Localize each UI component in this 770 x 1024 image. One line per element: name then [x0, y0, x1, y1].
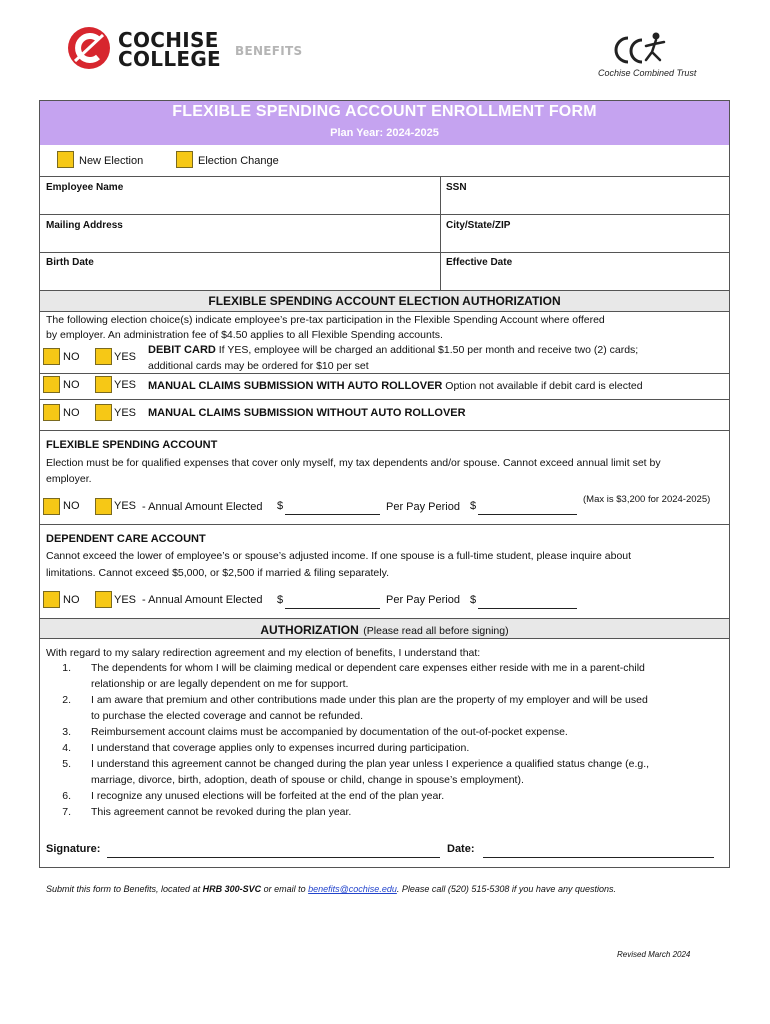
dependent-care-per-pay-field[interactable] — [478, 608, 577, 609]
birth-date-label: Birth Date — [46, 257, 94, 268]
manual-without-no-label: NO — [63, 407, 80, 419]
auth-item-6-number: 6. — [62, 790, 71, 802]
divider — [40, 214, 729, 215]
footer-post: . Please call (520) 515-5308 if you have any questions. — [396, 884, 616, 894]
auth-item-2-line-1: I am aware that premium and other contributions made under this plan are the property of my employer and will be used — [91, 694, 648, 706]
logo-wordmark — [118, 28, 222, 71]
city-state-zip-label: City/State/ZIP — [446, 220, 511, 231]
fsa-per-pay-field[interactable] — [478, 514, 577, 515]
divider — [40, 524, 729, 525]
manual-with-rollover-description — [148, 378, 643, 394]
dependent-care-yes-label: YES — [114, 594, 137, 606]
logo-line-1: COCHISE — [118, 28, 219, 52]
auth-item-2-number: 2. — [62, 694, 71, 706]
dependent-care-per-pay-dollar: $ — [470, 594, 477, 606]
effective-date-label: Effective Date — [446, 257, 513, 268]
manual-with-rollover-yes-checkbox[interactable] — [95, 376, 112, 393]
fsa-title: FLEXIBLE SPENDING ACCOUNT — [46, 439, 218, 451]
fsa-max-note: (Max is $3,200 for 2024-2025) — [583, 494, 711, 505]
dependent-care-title: DEPENDENT CARE ACCOUNT — [46, 533, 206, 545]
auth-item-7-line-1: This agreement cannot be revoked during the plan year. — [91, 806, 352, 818]
fsa-desc-1: Election must be for qualified expenses that cover only myself, my tax dependents and/or spouse. Cannot exceed annual limit set by — [46, 457, 661, 469]
fsa-per-pay-dollar: $ — [470, 500, 477, 512]
signature-field[interactable] — [107, 857, 440, 858]
signature-label: Signature: — [46, 843, 101, 855]
fsa-desc-2: employer. — [46, 473, 92, 485]
footer-mid: or email to — [261, 884, 309, 894]
trust-name: Cochise Combined Trust — [598, 68, 697, 78]
manual-without-rollover-yes-checkbox[interactable] — [95, 404, 112, 421]
auth-item-6-line-1: I recognize any unused elections will be forfeited at the end of the plan year. — [91, 790, 445, 802]
dependent-care-annual-label: - Annual Amount Elected — [142, 594, 263, 606]
auth-item-3-line-1: Reimbursement account claims must be accompanied by documentation of the out-of-pocket expense. — [91, 726, 568, 738]
auth-item-4-number: 4. — [62, 742, 71, 754]
election-change-label: Election Change — [198, 155, 279, 167]
dependent-care-desc-2: limitations. Cannot exceed $5,000, or $2,500 if married & filing separately. — [46, 567, 389, 579]
manual-with-note: Option not available if debit card is elected — [442, 380, 643, 392]
debit-card-yes-label: YES — [114, 351, 137, 363]
debit-card-text-2: additional cards may be ordered for $10 per set — [148, 360, 369, 372]
authorization-intro: With regard to my salary redirection agreement and my election of benefits, I understand that: — [46, 647, 481, 659]
fsa-no-label: NO — [63, 500, 80, 512]
election-auth-intro-2: by employer. An administration fee of $4.50 applies to all Flexible Spending accounts. — [46, 329, 443, 341]
election-change-checkbox[interactable] — [176, 151, 193, 168]
manual-without-yes-label: YES — [114, 407, 137, 419]
fsa-annual-amount-field[interactable] — [285, 514, 380, 515]
election-auth-intro-1: The following election choice(s) indicate employee’s pre-tax participation in the Flexible Spending Account where offered — [46, 314, 605, 326]
mailing-address-label: Mailing Address — [46, 220, 123, 231]
manual-without-rollover-no-checkbox[interactable] — [43, 404, 60, 421]
date-label: Date: — [447, 843, 475, 855]
manual-with-rollover-no-checkbox[interactable] — [43, 376, 60, 393]
fsa-yes-label: YES — [114, 500, 137, 512]
debit-card-title: DEBIT CARD — [148, 344, 216, 356]
authorization-title-note: (Please read all before signing) — [363, 625, 509, 637]
manual-with-no-label: NO — [63, 379, 80, 391]
authorization-list — [46, 661, 726, 821]
field-column-divider — [440, 176, 441, 290]
auth-item-5-line-2: marriage, divorce, birth, adoption, death of spouse or child, change in spouse’s employment). — [91, 774, 524, 786]
footer-pre: Submit this form to Benefits, located at — [46, 884, 203, 894]
divider — [40, 430, 729, 431]
logo-benefits-label: BENEFITS — [235, 44, 303, 58]
debit-card-yes-checkbox[interactable] — [95, 348, 112, 365]
ssn-label: SSN — [446, 182, 467, 193]
debit-card-description — [148, 342, 638, 358]
dependent-care-no-checkbox[interactable] — [43, 591, 60, 608]
logo-line-2: COLLEGE — [118, 47, 222, 71]
fsa-annual-dollar: $ — [277, 500, 284, 512]
dependent-care-desc-1: Cannot exceed the lower of employee’s or spouse’s adjusted income. If one spouse is a full-time student, please inquire about — [46, 550, 632, 562]
debit-card-no-label: NO — [63, 351, 80, 363]
new-election-checkbox[interactable] — [57, 151, 74, 168]
plan-year: Plan Year: 2024-2025 — [330, 127, 439, 139]
date-field[interactable] — [483, 857, 714, 858]
divider — [40, 176, 729, 177]
election-auth-title: FLEXIBLE SPENDING ACCOUNT ELECTION AUTHORIZATION — [208, 294, 561, 308]
manual-with-title: MANUAL CLAIMS SUBMISSION WITH AUTO ROLLOVER — [148, 380, 443, 392]
cochise-college-logo-icon — [67, 26, 111, 70]
auth-item-3-number: 3. — [62, 726, 71, 738]
dependent-care-yes-checkbox[interactable] — [95, 591, 112, 608]
auth-item-1-number: 1. — [62, 662, 71, 674]
fsa-per-pay-label: Per Pay Period — [386, 501, 460, 513]
manual-without-title: MANUAL CLAIMS SUBMISSION WITHOUT AUTO ROLLOVER — [148, 407, 466, 419]
divider — [40, 399, 729, 400]
dependent-care-annual-dollar: $ — [277, 594, 284, 606]
fsa-yes-checkbox[interactable] — [95, 498, 112, 515]
revised-date: Revised March 2024 — [617, 950, 691, 959]
footer-note — [46, 884, 616, 894]
manual-with-yes-label: YES — [114, 379, 137, 391]
auth-item-2-line-2: to purchase the elected coverage and cannot be refunded. — [91, 710, 364, 722]
auth-item-5-number: 5. — [62, 758, 71, 770]
divider — [40, 373, 729, 374]
fsa-annual-label: - Annual Amount Elected — [142, 501, 263, 513]
dependent-care-annual-amount-field[interactable] — [285, 608, 380, 609]
dependent-care-no-label: NO — [63, 594, 80, 606]
debit-card-no-checkbox[interactable] — [43, 348, 60, 365]
footer-location: HRB 300-SVC — [202, 884, 262, 894]
form-title: FLEXIBLE SPENDING ACCOUNT ENROLLMENT FORM — [172, 103, 597, 120]
authorization-heading — [40, 621, 729, 639]
auth-item-5-line-1: I understand this agreement cannot be changed during the plan year unless I experience a qualified status change (e.g., — [91, 758, 650, 770]
auth-item-1-line-2: relationship or are legally dependent on me for support. — [91, 678, 349, 690]
benefits-email-link[interactable]: benefits@cochise.edu — [308, 884, 397, 894]
auth-item-1-line-1: The dependents for whom I will be claiming medical or dependent care expenses either reside with me in a parent-child — [91, 662, 645, 674]
authorization-title: AUTHORIZATION — [260, 623, 359, 637]
divider — [40, 252, 729, 253]
debit-card-text: If YES, employee will be charged an additional $1.50 per month and receive two (2) cards; — [215, 344, 639, 356]
auth-item-4-line-1: I understand that coverage applies only to expenses incurred during participation. — [91, 742, 470, 754]
dependent-care-per-pay-label: Per Pay Period — [386, 594, 460, 606]
employee-name-label: Employee Name — [46, 182, 124, 193]
auth-item-7-number: 7. — [62, 806, 71, 818]
fsa-no-checkbox[interactable] — [43, 498, 60, 515]
new-election-label: New Election — [79, 155, 144, 167]
